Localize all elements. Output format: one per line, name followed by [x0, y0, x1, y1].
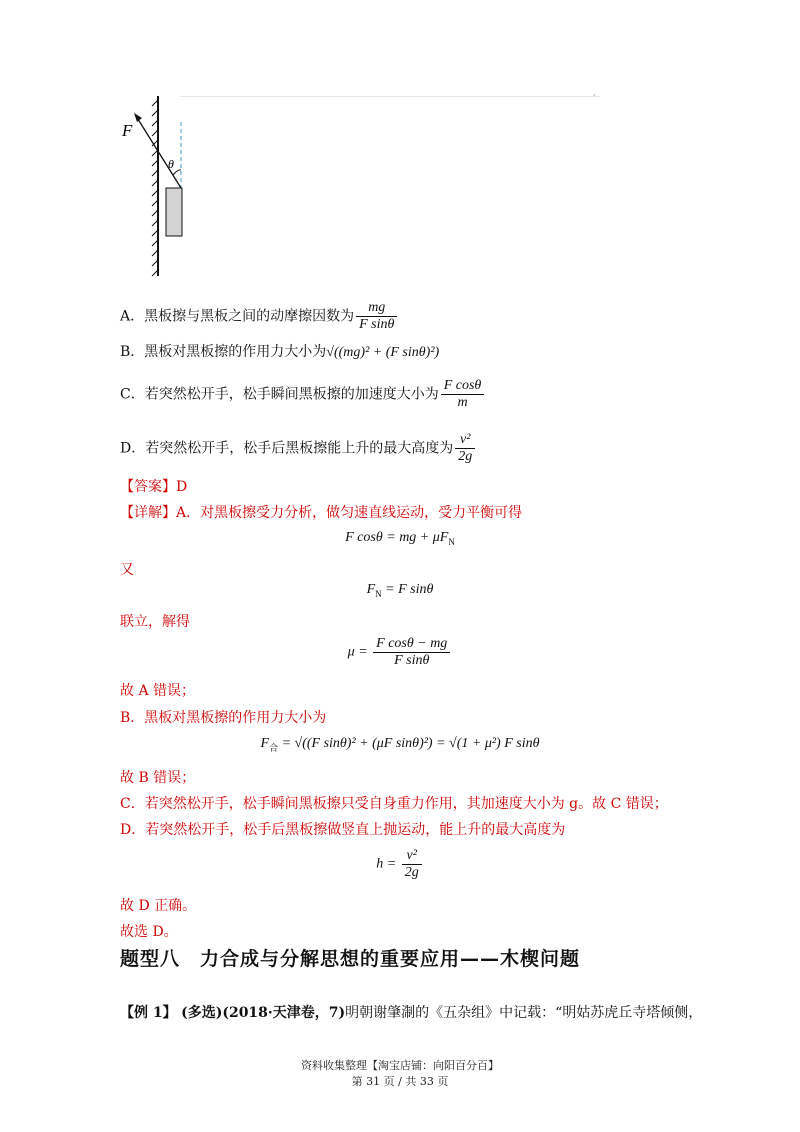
- equation-4-subscript: 合: [269, 742, 279, 753]
- option-d-text: D．若突然松开手，松手后黑板擦能上升的最大高度为: [120, 440, 454, 457]
- equation-mu-left: μ =: [347, 644, 368, 660]
- equation-h-numerator: v²: [402, 848, 422, 865]
- option-c-numerator: F cosθ: [441, 378, 485, 395]
- equation-4-left: F: [260, 736, 270, 751]
- example-text: 明朝谢肇淛的《五杂组》中记载：“明姑苏虎丘寺塔倾侧，: [345, 1005, 703, 1021]
- header-mark: ·: [593, 91, 596, 100]
- equation-h-fraction: [402, 848, 422, 881]
- option-d-fraction: [455, 432, 475, 465]
- option-a: [120, 300, 399, 333]
- equation-1-body: F cosθ = mg + μF: [345, 530, 449, 545]
- equation-2-right: = F sinθ: [385, 582, 434, 597]
- footer-source: 资料收集整理【淘宝店铺：向阳百分百】: [301, 1059, 499, 1072]
- equation-h-left: h =: [376, 856, 397, 872]
- footer-page-number: 第 31 页 / 共 33 页: [351, 1075, 449, 1088]
- option-c-fraction: [441, 378, 485, 411]
- explanation-you: 又: [120, 562, 134, 578]
- option-a-numerator: mg: [356, 300, 397, 317]
- equation-h: [0, 848, 800, 881]
- blackboard-eraser-figure: [118, 96, 208, 281]
- equation-1: [0, 530, 800, 547]
- option-d-numerator: v²: [455, 432, 475, 449]
- equation-mu-denominator: F sinθ: [394, 653, 430, 668]
- option-d: [120, 432, 477, 465]
- equation-mu-numerator: F cosθ − mg: [373, 636, 450, 653]
- d-right: 故 D 正确。: [120, 898, 197, 914]
- option-c-text: C．若突然松开手，松手瞬间黑板擦的加速度大小为: [120, 386, 439, 403]
- option-b: [120, 342, 439, 363]
- b-intro: B．黑板对黑板擦的作用力大小为: [120, 710, 327, 726]
- a-wrong: 故 A 错误；: [120, 683, 196, 699]
- equation-2: [0, 582, 800, 599]
- option-b-expression: √((mg)² + (F sinθ)²): [326, 345, 440, 360]
- section-title: 题型八 力合成与分解思想的重要应用——木楔问题: [120, 948, 581, 970]
- option-b-text: B．黑板对黑板擦的作用力大小为: [120, 344, 327, 360]
- equation-1-subscript: N: [448, 536, 455, 547]
- c-line: C．若突然松开手，松手瞬间黑板擦只受自身重力作用，其加速度大小为 g。故 C 错误；: [120, 796, 668, 812]
- answer-label: 【答案】D: [120, 479, 188, 495]
- option-d-denominator: 2g: [458, 449, 473, 464]
- equation-2-subscript: N: [375, 588, 382, 599]
- explanation-lianli: 联立，解得: [120, 614, 190, 630]
- angle-label: θ: [168, 157, 174, 171]
- option-c-denominator: m: [457, 395, 468, 410]
- d-line: D．若突然松开手，松手后黑板擦做竖直上抛运动，能上升的最大高度为: [120, 822, 566, 838]
- option-a-text: A．黑板擦与黑板之间的动摩擦因数为: [120, 308, 355, 325]
- equation-4: [0, 736, 800, 754]
- example-label: 【例 1】: [120, 1005, 177, 1021]
- equation-mu-fraction: [373, 636, 450, 669]
- equation-2-left: F: [366, 582, 376, 597]
- example-line: [120, 1002, 702, 1022]
- equation-mu: [0, 636, 800, 669]
- choose: 故选 D。: [120, 924, 178, 940]
- option-a-denominator: F sinθ: [359, 317, 395, 332]
- force-label: F: [122, 121, 133, 140]
- explanation-intro: 【详解】A．对黑板擦受力分析，做匀速直线运动，受力平衡可得: [120, 505, 523, 521]
- option-a-fraction: [356, 300, 397, 333]
- equation-4-right: = √((F sinθ)² + (μF sinθ)²) = √(1 + μ²) F sinθ: [281, 736, 540, 751]
- header-rule: [180, 96, 600, 97]
- equation-h-denominator: 2g: [404, 865, 419, 880]
- example-tag: (多选)(2018·天津卷，7): [181, 1005, 346, 1021]
- b-wrong: 故 B 错误；: [120, 770, 196, 786]
- option-c: [120, 378, 486, 411]
